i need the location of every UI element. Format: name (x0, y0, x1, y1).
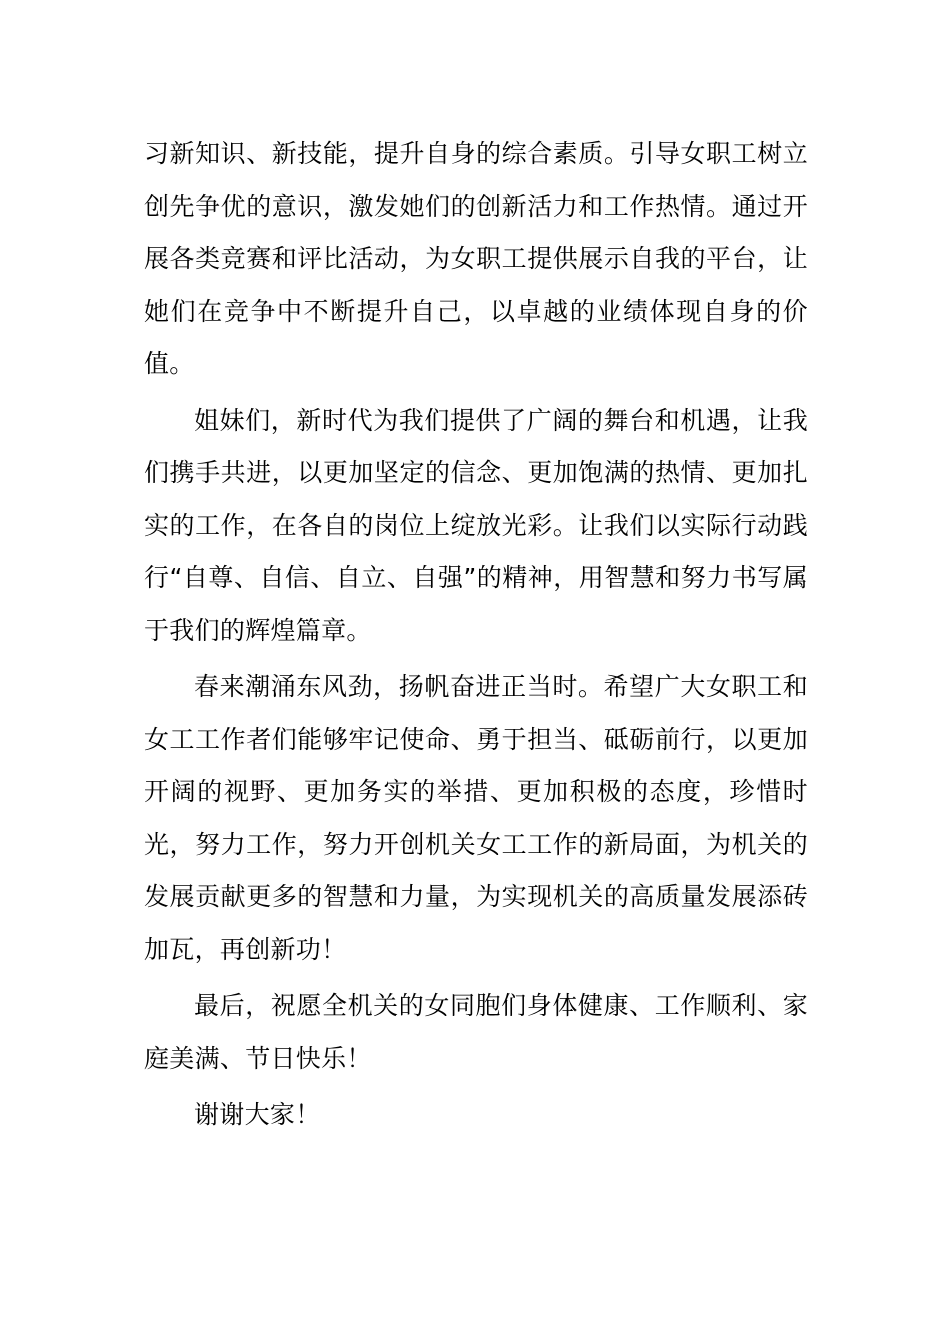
paragraph-wishes: 最后，祝愿全机关的女同胞们身体健康、工作顺利、家庭美满、节日快乐！ (144, 991, 808, 1073)
paragraph-sisters: 姐妹们，新时代为我们提供了广阔的舞台和机遇，让我们携手共进，以更加坚定的信念、更加饱满的热情、更加扎实的工作，在各自的岗位上绽放光彩。让我们以实际行动践行“自尊、自信、自立、自强”的精神，用智慧和努力书写属于我们的辉煌篇章。 (144, 405, 808, 645)
paragraph-continued: 习新知识、新技能，提升自身的综合素质。引导女职工树立创先争优的意识，激发她们的创新活力和工作热情。通过开展各类竞赛和评比活动，为女职工提供展示自我的平台，让她们在竞争中不断提升自己，以卓越的业绩体现自身的价值。 (144, 139, 808, 378)
paragraph-thanks: 谢谢大家！ (194, 1100, 321, 1129)
document-body (144, 128, 808, 1142)
paragraph-spring: 春来潮涌东风劲，扬帆奋进正当时。希望广大女职工和女工工作者们能够牢记使命、勇于担当、砥砺前行，以更加开阔的视野、更加务实的举措、更加积极的态度，珍惜时光，努力工作，努力开创机关女工工作的新局面，为机关的发展贡献更多的智慧和力量，为实现机关的高质量发展添砖加瓦，再创新功！ (144, 672, 808, 964)
